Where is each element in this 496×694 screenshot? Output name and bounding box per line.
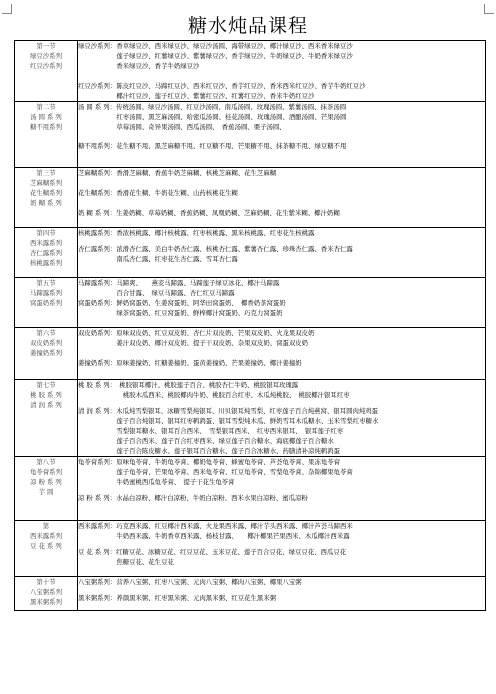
section-content-cell (78, 102, 486, 168)
dish-group (78, 208, 485, 218)
dish-line: 黑米粥系列：养颜黑米粥、红枣黑米粥、元肉黑米粥、红豆花生黑米粥 (78, 594, 277, 602)
course-row (15, 168, 486, 228)
section-heading-line: 红豆沙系列 (30, 62, 62, 70)
dish-line: 糖不甩系列：花生糖不甩、黑芝麻糖不甩、红豆糖不甩、芒果糖不甩、抹茶糖不甩、绿豆糖不甩 (78, 142, 347, 150)
section-heading-cell (15, 328, 78, 380)
section-heading-line: 第四节 (36, 229, 56, 237)
dish-line: 红豆沙系列：陈皮红豆沙、马蹄红豆沙、西米红豆沙、香芋红豆沙、香米西米红豆沙、香芋牛奶红豆沙 (78, 82, 366, 90)
course-row (15, 278, 486, 328)
course-row (15, 102, 486, 168)
dish-line: 桃胶木瓜西米、桃胶椰肉牛奶、桃胶百合红枣、木瓜炖桃胶、 桃胶椰汁银耳红枣 (78, 391, 350, 399)
section-heading-line: 清 润 系 列 (30, 401, 62, 409)
dish-line: 牛奶西米露、牛奶香草西米露、杨枝甘露、 椰汁椰果芒果西米、木瓜椰汁西米露 (78, 532, 350, 540)
section-heading-cell (15, 521, 78, 577)
dish-line: 莲子龟苓膏、芒果龟苓膏、西米龟苓膏、红豆龟苓膏、雪梨龟苓膏、杂锦椰果龟苓膏 (78, 468, 353, 476)
dish-group (78, 41, 485, 71)
dish-group (78, 380, 485, 400)
course-row (15, 577, 486, 611)
dish-line: 绿茶窝蛋奶、红豆窝蛋奶、鲜榨椰汁窝蛋奶、巧克力窝蛋奶 (78, 309, 283, 317)
section-heading-line: 第一节 (36, 42, 56, 50)
dish-line: 姜撞奶系列：原味姜撞奶、红糖姜撞奶、蛋黄姜撞奶、芒果姜撞奶、椰汁姜撞奶 (78, 359, 302, 367)
dish-line: 窝蛋奶系列：鲜奶窝蛋奶、生姜窝蛋奶、阿华田窝蛋奶、 椰香奶茶窝蛋奶 (78, 299, 286, 307)
section-heading-line: 汤 圆 系 列 (30, 113, 62, 121)
section-heading-line: 芋 圆 (38, 488, 54, 496)
dish-group (78, 244, 485, 264)
dish-line: 八宝粥系列：营养八宝粥、红枣八宝粥、元肉八宝粥、椰肉八宝粥、椰果八宝粥 (78, 578, 302, 586)
section-heading-line: 八宝粥系列 (30, 588, 62, 596)
section-heading-line: 杏仁露系列 (30, 249, 62, 257)
section-heading-line: 第五节 (36, 279, 56, 287)
dish-line: 百合甘露、 绿豆马蹄露、杏仁红豆马蹄露 (78, 289, 235, 297)
dish-line: 芝麻糊系列：香滑芝麻糊、香蕉牛奶芝麻糊、核桃芝麻糊、花生芝麻糊 (78, 169, 277, 177)
course-row (15, 380, 486, 457)
corner-mark-right (484, 4, 494, 14)
dish-line: 莲子百合西米、莲子百合红枣西米、绿豆莲子百合糖水、海底椰莲子百合糖水 (78, 437, 334, 445)
section-content-cell (78, 278, 486, 328)
course-row (15, 521, 486, 577)
section-heading-line: 核桃露系列 (30, 259, 62, 267)
dish-group (78, 406, 485, 456)
dish-group (78, 577, 485, 587)
dish-line: 莲子绿豆沙、红薯绿豆沙、紫薯绿豆沙、香芋绿豆沙、牛奶绿豆沙、牛奶香米绿豆沙 (78, 52, 353, 60)
section-heading-line: 桃 胶 系 列 (30, 391, 62, 399)
section-heading-cell (15, 380, 78, 457)
section-heading-cell (15, 278, 78, 328)
dish-line: 莲子百合炖银耳、银耳红枣鹌鹑蛋、银耳雪梨炖木瓜、鲜奶雪耳木瓜糖水、玉米雪梨红枣糖水 (78, 417, 379, 425)
corner-mark-left (2, 4, 12, 14)
dish-line: 绿豆沙系列：香草绿豆沙、西米绿豆沙、绿豆沙汤圆、海带绿豆沙、椰汁绿豆沙、西米香米绿豆沙 (78, 42, 353, 50)
dish-group (78, 521, 485, 541)
section-heading-line: 芝麻糊系列 (30, 179, 62, 187)
section-heading-line: 西米露系列 (30, 239, 62, 247)
section-heading-cell (15, 102, 78, 168)
course-row (15, 328, 486, 380)
dish-group (78, 593, 485, 603)
dish-line: 桃 胶 系 列： 桃胶银耳椰汁、桃胶莲子百合、桃胶杏仁牛奶、桃胶银耳玫瑰露 (78, 381, 299, 389)
section-heading-line: 第 (42, 522, 50, 530)
section-content-cell (78, 521, 486, 577)
section-heading-cell (15, 228, 78, 278)
section-content-cell (78, 457, 486, 521)
section-content-cell (78, 168, 486, 228)
dish-line: 莲子百合陈皮糖水、莲子银耳百合糖水、莲子百合冰糖水、药膳清补凉炖鹌鹑蛋 (78, 447, 341, 455)
section-heading-line: 奶 糊 系 列 (30, 199, 62, 207)
dish-group (78, 278, 485, 298)
section-content-cell (78, 328, 486, 380)
dish-line: 花生糊系列：香滑花生糊、牛奶花生糊、山药核桃花生糊 (78, 189, 238, 197)
dish-line: 南瓜杏仁露、红枣花生杏仁露、雪耳杏仁露 (78, 255, 238, 263)
dish-line: 龟苓膏系列：原味龟苓膏、牛奶龟苓膏、椰奶龟苓膏、蜂蜜龟苓膏、芦荟龟苓膏、果冻龟苓膏 (78, 458, 341, 466)
dish-line: 草莓汤圆、奇异果汤圆、西瓜汤圆、 香蕉汤圆、栗子汤圆、 (78, 123, 286, 131)
dish-group (78, 457, 485, 487)
dish-line: 西米露系列：巧克西米露、红豆椰汁西米露、火龙果西米露、椰汁芋头西米露、椰汁芦荟马蹄西米 (78, 522, 353, 530)
dish-line: 清 润 系 列：木瓜炖雪梨银耳、冰糖雪梨炖银耳、川贝银耳炖雪梨、红枣莲子百合炖燕窝、银耳圆肉炖鸡蛋 (78, 407, 379, 415)
course-row (15, 41, 486, 102)
section-heading-line: 双皮奶系列 (30, 339, 62, 347)
dish-group (78, 141, 485, 151)
course-table (14, 40, 486, 611)
dish-line: 椰汁红豆沙、莲子红豆沙、紫薯红豆沙、红薯红豆沙、香米牛奶红豆沙 (78, 92, 315, 100)
dish-group (78, 228, 485, 238)
section-heading-line: 第七节 (36, 381, 56, 389)
dish-group (78, 328, 485, 348)
course-table-body (15, 41, 486, 611)
section-heading-line: 第六节 (36, 329, 56, 337)
dish-line: 雪梨银耳糖水、银耳百合西米、 雪梨银耳西米、 红枣西米银耳、 银耳莲子红枣 (78, 427, 344, 435)
dish-line: 凉 粉 系 列：水晶白凉粉、椰汁白凉粉、牛奶白凉粉、西米水果白凉粉、蜜瓜凉粉 (78, 494, 308, 502)
section-heading-line: 凉 粉 系 列 (30, 478, 62, 486)
section-heading-line: 黑米粥系列 (30, 598, 62, 606)
dish-line: 牛奶蜜桃西瓜龟苓膏、 提子干花生龟苓膏 (78, 478, 235, 486)
section-heading-cell (15, 168, 78, 228)
dish-line: 奶 糊 系 列：生姜奶糊、草莓奶糊、香蕉奶糊、凤凰奶糊、芝麻奶糊、花生紫米糊、椰汁奶糊 (78, 209, 340, 217)
section-heading-line: 豆 花 系 列 (30, 542, 62, 550)
dish-line: 姜汁双皮奶、椰汁双皮奶、提子干双皮奶、杂果双皮奶、窝蛋双皮奶 (78, 339, 309, 347)
dish-line: 马蹄露系列：马蹄爽、 燕麦马蹄露、马蹄莲子绿豆冰花、椰汁马蹄露 (78, 279, 280, 287)
dish-group (78, 188, 485, 198)
page-title: 糖水炖品课程 (187, 15, 308, 37)
dish-line: 焦糖豆花、花生豆花 (78, 558, 174, 566)
course-row (15, 457, 486, 521)
section-heading-line: 第十节 (36, 578, 56, 586)
section-heading-line: 第八节 (36, 458, 56, 466)
dish-group (78, 547, 485, 567)
section-heading-line: 马蹄露系列 (30, 289, 62, 297)
section-heading-line: 花生糊系列 (30, 189, 62, 197)
dish-line: 汤 圆 系 列：传统汤圆、绿豆沙汤圆、红豆沙汤圆、南瓜汤圆、玫瑰汤圆、紫薯汤圆、抹茶汤圆 (78, 103, 347, 111)
dish-line: 核桃露系列：香浓核桃露、椰汁核桃露、红枣核桃露、黑米核桃露、红枣花生核桃露 (78, 229, 315, 237)
dish-line: 豆 花 系 列：红糖豆花、冰糖豆花、红豆豆花、玉米豆花、莲子百合豆花、绿豆豆花、西瓜豆花 (78, 548, 347, 556)
section-content-cell (78, 577, 486, 611)
dish-group (78, 493, 485, 503)
section-content-cell (78, 228, 486, 278)
course-row (15, 228, 486, 278)
section-heading-line: 窝蛋奶系列 (30, 299, 62, 307)
section-heading-line: 第二节 (36, 103, 56, 111)
section-heading-line: 姜撞奶系列 (30, 349, 62, 357)
section-heading-line: 糖不甩系列 (30, 123, 62, 131)
section-heading-cell (15, 577, 78, 611)
dish-group (78, 102, 485, 132)
section-heading-line: 绿豆沙系列 (30, 52, 62, 60)
section-heading-line: 第三节 (36, 169, 56, 177)
dish-group (78, 81, 485, 101)
dish-group (78, 298, 485, 318)
dish-line: 红枣汤圆、黑芝麻汤圆、哈密瓜汤圆、桂花汤圆、玫瑰汤圆、酒酿汤圆、芒果汤圆 (78, 113, 347, 121)
dish-line: 双皮奶系列：原味双皮奶、红豆双皮奶、杏仁片双皮奶、芒果双皮奶、火龙果双皮奶 (78, 329, 315, 337)
section-heading-line: 西米露系列 (30, 532, 62, 540)
section-content-cell (78, 41, 486, 102)
dish-group (78, 168, 485, 178)
section-heading-cell (15, 41, 78, 102)
section-heading-line: 龟苓膏系列 (30, 468, 62, 476)
dish-line: 香米绿豆沙、香芋牛奶绿豆沙 (78, 62, 200, 70)
section-content-cell (78, 380, 486, 457)
dish-line: 杏仁露系列：浓滑杏仁露、美白牛奶杏仁露、核桃杏仁露、紫薯杏仁露、珍珠杏仁露、香米杏仁露 (78, 245, 353, 253)
section-heading-cell (15, 457, 78, 521)
dish-group (78, 358, 485, 368)
